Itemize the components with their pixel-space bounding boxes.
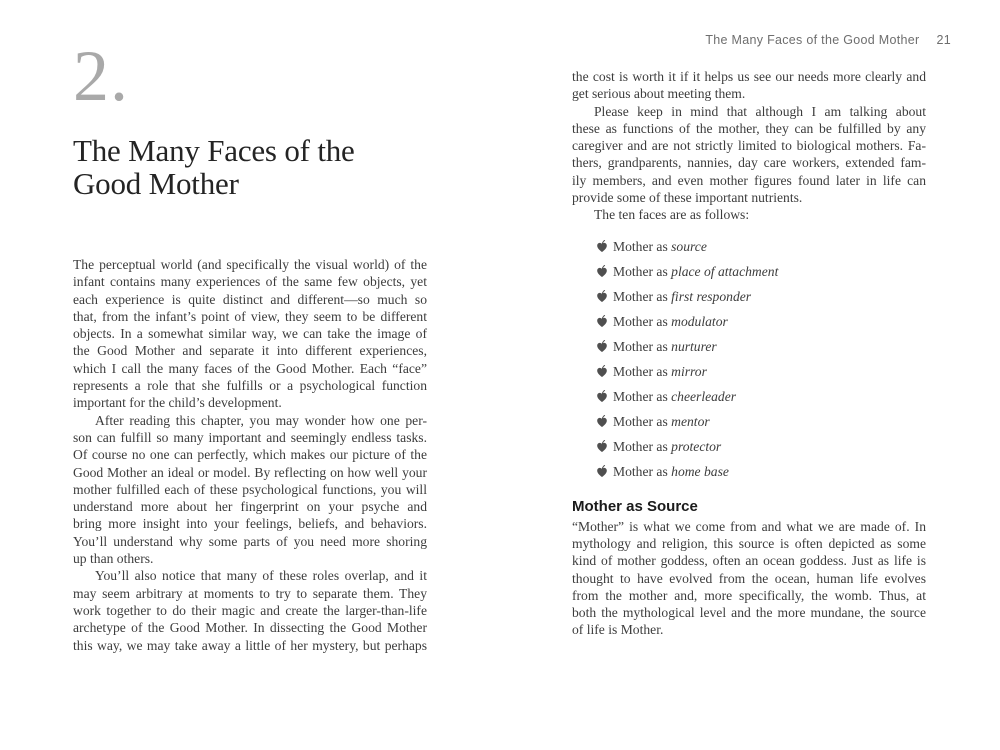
- body-line: “Mother” is what we come from and what we are made of. In: [572, 518, 926, 534]
- body-line: thought to have evolved from the ocean, human life evolves: [572, 570, 926, 586]
- leaf-heart-icon: [596, 440, 608, 453]
- body-line: both the mythological level and the more mundane, the source: [572, 605, 926, 621]
- body-line: get serious about meeting them.: [572, 86, 746, 102]
- body-line: up than others.: [73, 551, 154, 567]
- paragraph: [73, 256, 427, 412]
- list-item-role: protector: [671, 438, 722, 454]
- list-item-role: modulator: [671, 313, 728, 329]
- paragraph: [572, 206, 926, 223]
- list-item-text: Mother as nurturer: [613, 338, 717, 354]
- list-item: [596, 259, 926, 284]
- body-line: which I call the many faces of the Good Mother. Each “face”: [73, 360, 427, 376]
- list-item: [596, 334, 926, 359]
- list-item-role: mentor: [671, 413, 710, 429]
- list-item: [596, 309, 926, 334]
- body-line: that, from the infant’s point of view, they seem to be different: [73, 308, 427, 324]
- list-item-text: Mother as first responder: [613, 288, 752, 304]
- list-item: [596, 434, 926, 459]
- body-line: You’ll also notice that many of these roles overlap, and it: [95, 568, 427, 584]
- body-line: each experience is quite distinct and different—so much so: [73, 291, 427, 307]
- body-line: important for the child’s development.: [73, 395, 282, 411]
- list-item-role: cheerleader: [671, 388, 737, 404]
- list-item-role: first responder: [671, 288, 752, 304]
- paragraph: [572, 518, 926, 639]
- list-item: [596, 384, 926, 409]
- title-line: Good Mother: [73, 166, 239, 201]
- leaf-heart-icon: [596, 290, 608, 303]
- list-item-text: Mother as source: [613, 238, 707, 254]
- list-item: [596, 409, 926, 434]
- list-item-role: place of attachment: [671, 263, 779, 279]
- body-line: of life is Mother.: [572, 622, 664, 638]
- title-line: The Many Faces of the: [73, 133, 355, 168]
- page-number: 21: [936, 33, 951, 47]
- right-page-body-text: [572, 68, 926, 639]
- body-line: bring more insight into your feelings, beliefs, and behaviors.: [73, 516, 427, 532]
- list-item-text: Mother as home base: [613, 463, 729, 479]
- body-line: You’ll understand why some parts of you need more shoring: [73, 533, 427, 549]
- paragraph: [572, 103, 926, 207]
- left-page-body-text: [73, 256, 427, 654]
- list-item: [596, 459, 926, 484]
- list-item-text: Mother as place of attachment: [613, 263, 779, 279]
- leaf-heart-icon: [596, 415, 608, 428]
- leaf-heart-icon: [596, 365, 608, 378]
- chapter-number: 2.: [73, 36, 129, 116]
- list-item-text: Mother as cheerleader: [613, 388, 737, 404]
- body-line: mythology and religion, this source is often depicted as some: [572, 535, 926, 551]
- body-line: work together to do their magic and create the larger-than-life: [73, 602, 427, 618]
- leaf-heart-icon: [596, 315, 608, 328]
- body-line: mother fulfilled each of these psychological functions, you will: [73, 481, 427, 497]
- list-item-text: Mother as protector: [613, 438, 722, 454]
- body-line: Please keep in mind that although I am talking about: [594, 103, 926, 119]
- chapter-title: [73, 134, 355, 200]
- body-line: objects. In a somewhat similar way, we can take the image of: [73, 326, 427, 342]
- body-line: Of course no one can perfectly, which makes our picture of the: [73, 447, 427, 463]
- body-line: The perceptual world (and specifically the visual world) of the: [73, 257, 427, 272]
- body-line: After reading this chapter, you may wonder how one per-: [95, 412, 427, 428]
- body-line: understand more about her fingerprint on your psyche and: [73, 499, 427, 515]
- list-item-role: source: [671, 238, 707, 254]
- body-line: ily members, and even mother figures found later in life can: [572, 172, 926, 188]
- body-line: infant contains many experiences of the same few objects, yet: [73, 274, 427, 290]
- list-item: [596, 284, 926, 309]
- body-line: caregiver and are not strictly limited to biological mothers. Fa-: [572, 138, 926, 154]
- leaf-heart-icon: [596, 340, 608, 353]
- body-line: The ten faces are as follows:: [594, 207, 750, 223]
- leaf-heart-icon: [596, 240, 608, 253]
- list-item-role: nurturer: [671, 338, 717, 354]
- body-line: provide some of these important nutrients.: [572, 190, 803, 206]
- list-item-text: Mother as mentor: [613, 413, 710, 429]
- list-item-text: Mother as modulator: [613, 313, 728, 329]
- ten-faces-list: [572, 234, 926, 484]
- body-line: from the mother and, more specifically, the womb. Thus, at: [572, 587, 926, 603]
- list-item: [596, 359, 926, 384]
- running-header: [705, 33, 951, 47]
- body-line: this way, we may take away a little of her mystery, but perhaps: [73, 637, 427, 653]
- paragraph: [73, 567, 427, 653]
- leaf-heart-icon: [596, 465, 608, 478]
- leaf-heart-icon: [596, 265, 608, 278]
- body-line: represents a role that she fulfills or a psychological function: [73, 378, 427, 394]
- body-line: archetype of the Good Mother. In dissecting the Good Mother: [73, 620, 427, 636]
- leaf-heart-icon: [596, 390, 608, 403]
- body-line: Good Mother an ideal or model. By reflecting on how well your: [73, 464, 427, 480]
- list-item-text: Mother as mirror: [613, 363, 707, 379]
- body-line: son can fulfill so many important and seemingly endless tasks.: [73, 429, 427, 445]
- running-header-title: The Many Faces of the Good Mother: [705, 33, 920, 47]
- paragraph: [572, 68, 926, 103]
- section-heading: Mother as Source: [572, 497, 698, 515]
- body-line: may seem arbitrary at moments to try to separate them. They: [73, 585, 427, 601]
- list-item-role: mirror: [671, 363, 707, 379]
- section-body-text: [572, 518, 926, 639]
- body-line: kind of mother goddess, often an ocean goddess. Just as life is: [572, 553, 926, 569]
- body-line: the cost is worth it if it helps us see our needs more clearly and: [572, 69, 926, 84]
- body-line: the Good Mother and separate it into different experiences,: [73, 343, 427, 359]
- list-item: [596, 234, 926, 259]
- list-item-role: home base: [671, 463, 729, 479]
- paragraph: [73, 412, 427, 568]
- right-page-paragraphs: [572, 68, 926, 224]
- body-line: these as functions of the mother, they can be fulfilled by any: [572, 120, 926, 136]
- body-line: thers, grandparents, nannies, day care workers, extended fam-: [572, 155, 926, 171]
